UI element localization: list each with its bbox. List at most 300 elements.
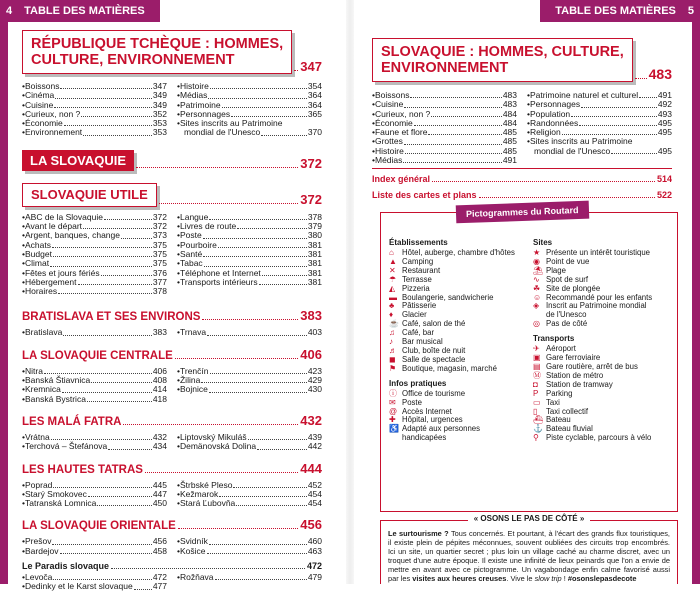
toc-entry-page: 442 bbox=[307, 441, 322, 452]
toc-entry-page: 376 bbox=[152, 267, 167, 278]
toc-column bbox=[177, 82, 322, 138]
picto-heading: Infos pratiques bbox=[389, 378, 447, 388]
dot-leader bbox=[233, 487, 306, 488]
bullet: • bbox=[177, 230, 180, 241]
toc-entry-page: 432 bbox=[152, 431, 167, 442]
osons-text-part: ! bbox=[561, 574, 566, 583]
pictogram-icon: ♿ bbox=[389, 424, 399, 434]
dot-leader bbox=[53, 487, 151, 488]
toc-entry-label: Transports intérieurs bbox=[179, 276, 258, 287]
picto-label: Site de plongée bbox=[546, 283, 601, 293]
toc-entry[interactable] bbox=[177, 278, 322, 287]
picto-label: Club, boîte de nuit bbox=[402, 345, 466, 355]
toc-column bbox=[177, 328, 322, 337]
region-title: LES MALÁ FATRA bbox=[22, 415, 122, 428]
dot-leader bbox=[175, 358, 299, 359]
section-title-line2: ENVIRONNEMENT bbox=[381, 60, 509, 76]
dot-leader bbox=[562, 134, 657, 135]
section-title-line1: SLOVAQUIE : HOMMES, CULTURE, bbox=[381, 44, 624, 60]
toc-entry[interactable] bbox=[177, 547, 322, 556]
toc-entry-page: 353 bbox=[152, 127, 167, 138]
picto-label: Restaurant bbox=[402, 265, 441, 275]
dot-leader bbox=[83, 228, 152, 229]
toc-column bbox=[177, 433, 322, 452]
picto-label: Aéroport bbox=[546, 344, 576, 354]
toc-entry-label: Trnava bbox=[179, 327, 207, 338]
picto-label: Taxi bbox=[546, 397, 560, 407]
pictogram-icon: ✈ bbox=[533, 344, 540, 354]
toc-entry-label: Économie bbox=[24, 118, 63, 129]
toc-column bbox=[177, 367, 322, 404]
maps-page: 522 bbox=[656, 190, 672, 201]
toc-column bbox=[22, 328, 167, 337]
bullet: • bbox=[177, 441, 180, 452]
bullet: • bbox=[22, 81, 25, 91]
toc-entry[interactable] bbox=[22, 442, 167, 451]
dot-leader bbox=[62, 392, 152, 393]
picto-label: Glacier bbox=[402, 310, 427, 320]
dot-leader bbox=[60, 88, 151, 89]
bullet: • bbox=[22, 211, 25, 222]
dot-leader bbox=[219, 496, 307, 497]
pictogram-icon: ☕ bbox=[389, 319, 399, 329]
toc-entry[interactable] bbox=[22, 582, 167, 591]
toc-region[interactable] bbox=[22, 347, 322, 362]
dot-leader bbox=[52, 544, 151, 545]
toc-entry-label: Bratislava bbox=[24, 327, 63, 338]
osons-hashtag: #osonslepasdecote bbox=[567, 574, 637, 583]
right-running-head bbox=[540, 0, 700, 22]
dot-leader bbox=[44, 373, 152, 374]
dot-leader bbox=[78, 284, 152, 285]
toc-column bbox=[177, 573, 322, 592]
bullet: • bbox=[22, 327, 25, 338]
toc-entry[interactable] bbox=[177, 385, 322, 394]
bullet: • bbox=[177, 365, 180, 376]
bullet: • bbox=[372, 127, 375, 138]
dot-leader bbox=[58, 293, 152, 294]
toc-column bbox=[177, 537, 322, 556]
picto-label: Plage bbox=[546, 265, 566, 275]
toc-entry-label: Pourboire bbox=[179, 239, 217, 250]
picto-label: Gare routière, arrêt de bus bbox=[546, 361, 638, 371]
picto-label: Hôpital, urgences bbox=[402, 415, 463, 425]
pictogram-icon: ◈ bbox=[533, 301, 540, 311]
toc-entry-page: 454 bbox=[307, 498, 322, 509]
toc-entry-page: 491 bbox=[502, 155, 517, 166]
toc-entry-label: Dedinky et le Karst slovaque bbox=[24, 581, 133, 592]
toc-entry-page: 381 bbox=[307, 239, 322, 250]
toc-entry-page: 439 bbox=[307, 431, 322, 442]
toc-column bbox=[372, 91, 517, 165]
toc-entry-page: 408 bbox=[152, 375, 167, 386]
right-page-number: 5 bbox=[687, 5, 694, 17]
toc-entry-page: 418 bbox=[152, 393, 167, 404]
toc-entry-label: ABC de la Slovaquie bbox=[24, 211, 103, 222]
toc-entry-label: Poste bbox=[179, 230, 202, 241]
picto-label: Pas de côté bbox=[546, 319, 588, 329]
bullet: • bbox=[22, 248, 25, 259]
toc-entry-label: Hébergement bbox=[24, 276, 77, 287]
dot-leader bbox=[104, 219, 152, 220]
toc-entry[interactable] bbox=[22, 328, 167, 337]
pictogram-icon: Ⓜ bbox=[533, 370, 541, 380]
bullet: • bbox=[372, 108, 375, 119]
toc-entry-page: 450 bbox=[152, 498, 167, 509]
picto-label: handicapées bbox=[402, 433, 447, 443]
picto-label: Accès Internet bbox=[402, 406, 452, 416]
picto-label: Boutique, magasin, marché bbox=[402, 363, 497, 373]
toc-section-slovaquie-utile[interactable] bbox=[22, 183, 322, 207]
toc-entry-label: Histoire bbox=[179, 81, 209, 91]
right-edge-bar bbox=[692, 0, 700, 584]
toc-entry-label: Patrimoine naturel et culturel bbox=[529, 90, 639, 100]
bullet: • bbox=[527, 127, 530, 138]
picto-label: Bateau bbox=[546, 415, 571, 425]
toc-entry-label: Stará Ľubovňa bbox=[179, 498, 236, 509]
bullet: • bbox=[527, 108, 530, 119]
bullet: • bbox=[177, 108, 180, 119]
toc-entry-label: Trenčín bbox=[179, 365, 209, 376]
toc-entry-label: Cinéma bbox=[24, 90, 55, 101]
toc-entry-page: 383 bbox=[152, 327, 167, 338]
section-page: 372 bbox=[300, 155, 322, 171]
right-page bbox=[372, 30, 672, 200]
toc-entry-page: 491 bbox=[657, 90, 672, 100]
left-edge-bar bbox=[0, 0, 8, 584]
picto-label: Poste bbox=[402, 397, 422, 407]
bullet: • bbox=[177, 267, 180, 278]
bullet: • bbox=[177, 90, 180, 101]
toc-column bbox=[22, 213, 167, 297]
toc-entry-page: 372 bbox=[152, 221, 167, 232]
dot-leader bbox=[257, 449, 307, 450]
dot-leader bbox=[60, 553, 152, 554]
toc-entry-label: Horaires bbox=[24, 286, 58, 297]
dot-leader bbox=[294, 70, 298, 71]
toc-region[interactable] bbox=[22, 308, 322, 323]
bullet: • bbox=[22, 498, 25, 509]
bullet: • bbox=[177, 327, 180, 338]
toc-entry-label: Climat bbox=[24, 258, 50, 269]
bullet: • bbox=[177, 536, 180, 547]
dot-leader bbox=[259, 284, 307, 285]
toc-entry-page: 364 bbox=[307, 99, 322, 110]
picto-entry bbox=[389, 434, 527, 443]
picto-list bbox=[389, 249, 527, 374]
toc-entry[interactable] bbox=[177, 128, 322, 137]
dot-leader bbox=[579, 125, 657, 126]
toc-entry-page: 479 bbox=[307, 572, 322, 583]
toc-entry-page: 445 bbox=[152, 479, 167, 490]
dot-leader bbox=[248, 439, 307, 440]
toc-entry-page: 485 bbox=[502, 136, 517, 147]
dot-leader bbox=[611, 153, 657, 154]
dot-leader bbox=[55, 98, 152, 99]
toc-entry-label: Achats bbox=[24, 239, 51, 250]
toc-column bbox=[527, 91, 672, 165]
toc-entry[interactable] bbox=[22, 395, 167, 404]
pictogram-icon: ♦ bbox=[389, 310, 394, 320]
toc-entry-label: Faune et flore bbox=[374, 127, 428, 138]
toc-section-la-slovaquie[interactable] bbox=[22, 150, 322, 171]
dot-leader bbox=[236, 505, 307, 506]
pictogram-icon: ♣ bbox=[389, 301, 395, 311]
toc-region[interactable] bbox=[22, 461, 322, 476]
bullet: • bbox=[22, 267, 25, 278]
pictogram-icon: @ bbox=[389, 406, 398, 416]
pictogram-icon: ☘ bbox=[533, 283, 541, 293]
toc-entry-page: 495 bbox=[657, 145, 672, 156]
bullet: • bbox=[177, 545, 180, 556]
picto-label: Piste cyclable, parcours à vélo bbox=[546, 433, 652, 443]
toc-entry-label: Vrátna bbox=[24, 431, 50, 442]
osons-box bbox=[380, 514, 678, 584]
picto-entry bbox=[533, 320, 671, 329]
section-title-box bbox=[22, 30, 292, 74]
pictogram-legend bbox=[380, 205, 678, 512]
dot-leader bbox=[52, 247, 152, 248]
toc-entry-page: 495 bbox=[657, 117, 672, 128]
toc-entry-label: Histoire bbox=[374, 145, 404, 156]
toc-entry-label: Boissons bbox=[374, 90, 410, 100]
picto-label: Pâtisserie bbox=[402, 301, 437, 311]
toc-entry[interactable] bbox=[22, 547, 167, 556]
toc-entry-page: 378 bbox=[307, 211, 322, 222]
pictogram-icon: ⌂ bbox=[389, 248, 394, 257]
toc-index[interactable] bbox=[372, 174, 672, 184]
picto-label: Camping bbox=[402, 256, 434, 266]
toc-entry-page: 381 bbox=[307, 258, 322, 269]
bullet: • bbox=[177, 384, 180, 395]
toc-entry-label: Avant le départ bbox=[24, 221, 83, 232]
dot-leader bbox=[635, 78, 647, 79]
dot-leader bbox=[83, 135, 152, 136]
toc-entry-label: Žilina bbox=[179, 375, 201, 386]
toc-column bbox=[177, 481, 322, 509]
toc-entry-label: Svidník bbox=[179, 536, 208, 547]
picto-heading: Établissements bbox=[389, 238, 448, 247]
section-title-box bbox=[372, 38, 633, 82]
osons-text bbox=[381, 523, 677, 589]
pictogram-icon: ▣ bbox=[533, 353, 541, 363]
toc-entry-label: Bardejov bbox=[24, 545, 59, 556]
bullet: • bbox=[22, 365, 25, 376]
picto-label: de l'Unesco bbox=[546, 310, 587, 320]
toc-entry-label: Demänovská Dolina bbox=[179, 441, 257, 452]
toc-entry-label: Sites inscrits au Patrimoine bbox=[179, 118, 283, 129]
toc-region[interactable] bbox=[22, 413, 322, 428]
bullet: • bbox=[22, 286, 25, 297]
toc-entry-label: Grottes bbox=[374, 136, 403, 147]
toc-entry-page: 483 bbox=[502, 99, 517, 110]
bullet: • bbox=[22, 384, 25, 395]
toc-entry-label: Personnages bbox=[529, 99, 581, 110]
toc-entry-page: 372 bbox=[152, 211, 167, 222]
toc-entry-label: Banská Štiavnica bbox=[24, 375, 91, 386]
toc-entry-label: Patrimoine bbox=[179, 99, 221, 110]
index-page: 514 bbox=[656, 174, 672, 185]
toc-column bbox=[22, 433, 167, 452]
bullet: • bbox=[22, 536, 25, 547]
dot-leader bbox=[203, 238, 307, 239]
toc-entry-page: 434 bbox=[152, 441, 167, 452]
toc-entry-label: Fêtes et jours fériés bbox=[24, 267, 100, 278]
bullet: • bbox=[177, 248, 180, 259]
dot-leader bbox=[201, 382, 307, 383]
picto-label: Hôtel, auberge, chambre d'hôtes bbox=[402, 248, 515, 257]
dot-leader bbox=[209, 392, 307, 393]
toc-entry-label: Curieux, non ? bbox=[374, 108, 431, 119]
pictogram-icon: ✕ bbox=[389, 265, 396, 275]
toc-entry-label: Environnement bbox=[24, 127, 83, 138]
pictogram-icon: ▬ bbox=[389, 292, 397, 302]
toc-region[interactable] bbox=[22, 517, 322, 532]
toc-entry[interactable] bbox=[177, 442, 322, 451]
toc-entry-page: 484 bbox=[502, 117, 517, 128]
bullet: • bbox=[177, 258, 180, 269]
bullet: • bbox=[177, 498, 180, 509]
toc-paradis-slovaque[interactable] bbox=[22, 561, 322, 571]
toc-entry[interactable] bbox=[527, 147, 672, 156]
toc-entry[interactable] bbox=[22, 287, 167, 296]
paradis-page: 472 bbox=[306, 561, 322, 572]
toc-entry[interactable] bbox=[22, 499, 167, 508]
toc-entry-label: Cuisine bbox=[374, 99, 404, 110]
region-page: 383 bbox=[300, 308, 322, 324]
pictogram-icon: ☺ bbox=[533, 292, 542, 302]
toc-entry-label: Médias bbox=[179, 90, 208, 101]
toc-entry[interactable] bbox=[372, 156, 517, 165]
toc-entry-page: 377 bbox=[152, 276, 167, 287]
pictogram-icon: ⚓ bbox=[533, 424, 543, 434]
osons-text-part: Tous concernés. Et pourtant, à l'écart des grands flux touristiques, il existe plein de pépites méconnues, souvent oubliées des circuits trop encombrés. Ici un site, un quartier secret ; plus loin un village caché au charme discret, avec un troquet d'une autre époque. Il existe une infinité de lieux peinards que l'on a envie de mettre en avant avec ce pictogramme. Un vagabondage enfin calme favorisé aussi par les bbox=[388, 529, 670, 583]
toc-entry[interactable] bbox=[177, 499, 322, 508]
pictogram-icon: ♪ bbox=[389, 337, 393, 347]
toc-entry-label: Kremnica bbox=[24, 384, 61, 395]
toc-entry-page: 460 bbox=[307, 536, 322, 547]
toc-entry-page: 375 bbox=[152, 239, 167, 250]
dot-leader bbox=[97, 505, 151, 506]
pictogram-icon: ◘ bbox=[533, 379, 538, 389]
bullet: • bbox=[22, 375, 25, 386]
toc-entry-label: Tatranská Lomnica bbox=[24, 498, 97, 509]
toc-entry[interactable] bbox=[22, 128, 167, 137]
dot-leader bbox=[581, 107, 657, 108]
toc-entry-label: Médias bbox=[374, 155, 403, 166]
picto-label: Parking bbox=[546, 388, 573, 398]
toc-entry-label: Bojnice bbox=[179, 384, 208, 395]
picto-label: Station de métro bbox=[546, 370, 604, 380]
bullet: • bbox=[372, 145, 375, 156]
toc-entry-label: Population bbox=[529, 108, 571, 119]
section-page: 347 bbox=[300, 59, 322, 74]
pictogram-icon: ▲ bbox=[389, 256, 397, 266]
toc-entry-page: 483 bbox=[502, 90, 517, 100]
index-label: Index général bbox=[372, 174, 431, 185]
bullet: • bbox=[177, 239, 180, 250]
regions-list bbox=[22, 308, 322, 556]
dot-leader bbox=[414, 125, 502, 126]
toc-maps[interactable] bbox=[372, 190, 672, 200]
bullet: • bbox=[527, 117, 530, 128]
toc-entry-label: Košice bbox=[179, 545, 206, 556]
toc-entry-label: Langue bbox=[179, 211, 209, 222]
picto-label: Point de vue bbox=[546, 256, 590, 266]
toc-entry-page: 430 bbox=[307, 384, 322, 395]
divider bbox=[372, 168, 672, 169]
bullet: • bbox=[22, 479, 25, 490]
toc-entry-page: 484 bbox=[502, 108, 517, 119]
toc-entry-page: 375 bbox=[152, 248, 167, 259]
toc-entry-label: Économie bbox=[374, 117, 413, 128]
dot-leader bbox=[101, 275, 152, 276]
picto-label: Terrasse bbox=[402, 274, 432, 284]
toc-entry-page: 492 bbox=[657, 99, 672, 110]
toc-entry-page: 381 bbox=[307, 267, 322, 278]
toc-entry-page: 378 bbox=[152, 286, 167, 297]
dot-leader bbox=[121, 238, 152, 239]
dot-leader bbox=[431, 116, 502, 117]
toc-entry-page: 495 bbox=[657, 127, 672, 138]
picto-label: Inscrit au Patrimoine mondial bbox=[546, 301, 647, 311]
dot-leader bbox=[209, 219, 306, 220]
toc-entry-page: 454 bbox=[307, 488, 322, 499]
dot-leader bbox=[91, 382, 152, 383]
toc-entry-page: 365 bbox=[307, 108, 322, 119]
dot-leader bbox=[51, 439, 152, 440]
toc-entry-label: Levoča bbox=[24, 572, 53, 583]
toc-entry-page: 423 bbox=[307, 365, 322, 376]
picto-label: Recommandé pour les enfants bbox=[546, 292, 653, 302]
toc-entry-label: Tabac bbox=[179, 258, 203, 269]
toc-entry-label: Banská Bystrica bbox=[24, 393, 86, 404]
bullet: • bbox=[177, 81, 180, 91]
toc-entry-label: Religion bbox=[529, 127, 561, 138]
pictogram-legend-title: Pictogrammes du Routard bbox=[456, 201, 589, 224]
bullet: • bbox=[177, 221, 180, 232]
toc-entry-page: 463 bbox=[307, 545, 322, 556]
toc-entry-page: 347 bbox=[152, 81, 167, 91]
toc-section-rep-tcheque[interactable] bbox=[22, 30, 322, 74]
bullet: • bbox=[372, 136, 375, 147]
osons-bold: Le surtourisme ? bbox=[388, 529, 449, 538]
pictogram-icon: ✚ bbox=[389, 415, 396, 425]
picto-list bbox=[533, 249, 671, 329]
section-page: 372 bbox=[300, 191, 322, 207]
picto-label: Gare ferroviaire bbox=[546, 353, 601, 363]
dot-leader bbox=[50, 266, 152, 267]
bullet: • bbox=[177, 99, 180, 110]
dot-leader bbox=[432, 181, 655, 182]
toc-entry-label: Starý Smokovec bbox=[24, 488, 87, 499]
toc-section-slovaquie-hommes[interactable] bbox=[372, 38, 672, 82]
dot-leader bbox=[64, 125, 152, 126]
picto-label: Taxi collectif bbox=[546, 406, 589, 416]
toc-entry[interactable] bbox=[177, 573, 322, 582]
toc-entry-label: Curieux, non ? bbox=[24, 108, 81, 119]
dot-leader bbox=[428, 134, 501, 135]
left-page bbox=[22, 30, 322, 592]
pictogram-icon: ⓘ bbox=[389, 388, 397, 398]
region-title: LES HAUTES TATRAS bbox=[22, 463, 143, 476]
picto-heading: Transports bbox=[533, 334, 575, 344]
section-title: LA SLOVAQUIE bbox=[22, 150, 134, 171]
toc-entry-label: Nitra bbox=[24, 365, 43, 376]
toc-entry[interactable] bbox=[177, 328, 322, 337]
osons-title: « OSONS LE PAS DE CÔTÉ » bbox=[381, 514, 677, 523]
region-page: 406 bbox=[300, 346, 322, 362]
